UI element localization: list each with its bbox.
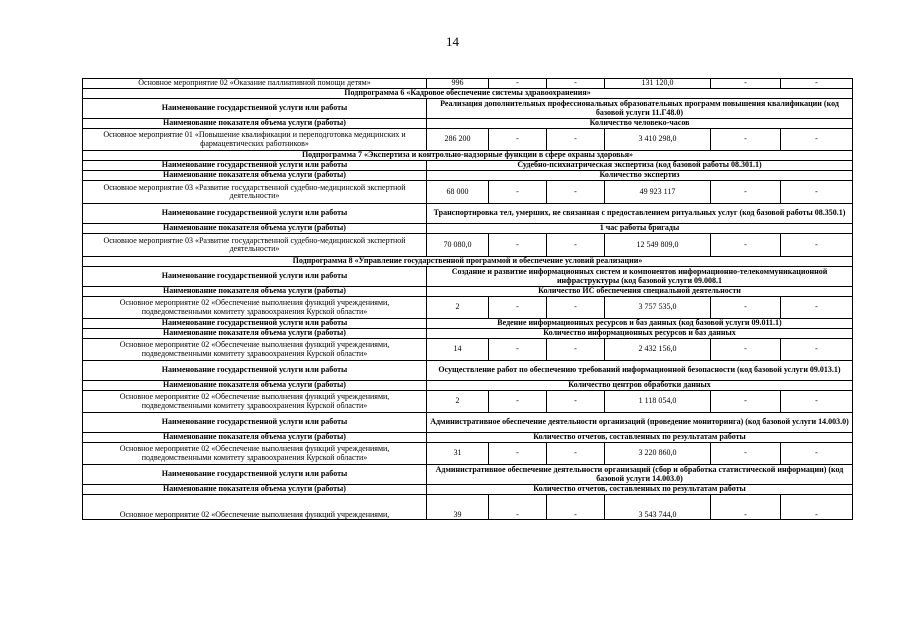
activity-v1: 39 [427, 495, 489, 520]
activity-v6: - [781, 339, 853, 361]
activity-v5: - [711, 297, 781, 319]
service-value: Реализация дополнительных профессиональных образовательных программ повышения квалификации (код базовой услуги 11.Г48.0) [427, 99, 853, 119]
activity-name: Основное мероприятие 02 «Обеспечение выполнения функций учреждениями, подведомственными комитету здравоохранения Курской области» [83, 297, 427, 319]
activity-v3: - [547, 181, 605, 204]
subprogram-row [83, 151, 853, 161]
indicator-row [83, 433, 853, 443]
activity-v6: - [781, 297, 853, 319]
activity-v1: 68 000 [427, 181, 489, 204]
service-value: Административное обеспечение деятельности организаций (сбор и обработка статистической информации) (код базовой услуги 14.003.0) [427, 465, 853, 485]
subprogram-title: Подпрограмма 8 «Управление государственной программой и обеспечение условий реализации» [83, 257, 853, 267]
indicator-value: Количество отчетов, составленных по результатам работы [427, 433, 853, 443]
activity-v4: 3 543 744,0 [605, 495, 711, 520]
activity-v1: 2 [427, 391, 489, 413]
service-row [83, 319, 853, 329]
activity-v1: 70 080,0 [427, 234, 489, 257]
activity-row [83, 339, 853, 361]
activity-name: Основное мероприятие 02 «Обеспечение выполнения функций учреждениями, [83, 495, 427, 520]
activity-v6: - [781, 181, 853, 204]
activity-v4: 49 923 117 [605, 181, 711, 204]
activity-v3: - [547, 297, 605, 319]
activity-name: Основное мероприятие 02 «Оказание паллиативной помощи детям» [83, 79, 427, 89]
activity-v4: 12 549 809,0 [605, 234, 711, 257]
activity-v6: - [781, 495, 853, 520]
subprogram-title: Подпрограмма 6 «Кадровое обеспечение системы здравоохранения» [83, 89, 853, 99]
service-row [83, 99, 853, 119]
indicator-value: Количество отчетов, составленных по результатам работы [427, 485, 853, 495]
activity-row [83, 443, 853, 465]
indicator-label: Наименование показателя объема услуги (работы) [83, 119, 427, 129]
indicator-value: Количество человеко-часов [427, 119, 853, 129]
indicator-row [83, 329, 853, 339]
activity-v2: - [489, 443, 547, 465]
service-row [83, 361, 853, 381]
service-label: Наименование государственной услуги или работы [83, 267, 427, 287]
indicator-row [83, 381, 853, 391]
indicator-label: Наименование показателя объема услуги (работы) [83, 433, 427, 443]
indicator-label: Наименование показателя объема услуги (работы) [83, 171, 427, 181]
service-row [83, 413, 853, 433]
indicator-label: Наименование показателя объема услуги (работы) [83, 485, 427, 495]
service-label: Наименование государственной услуги или работы [83, 161, 427, 171]
activity-row [83, 391, 853, 413]
activity-v5: - [711, 79, 781, 89]
indicator-row [83, 119, 853, 129]
indicator-row [83, 171, 853, 181]
service-value: Ведение информационных ресурсов и баз данных (код базовой услуги 09.011.1) [427, 319, 853, 329]
activity-v5: - [711, 443, 781, 465]
activity-v6: - [781, 79, 853, 89]
activity-v3: - [547, 79, 605, 89]
service-value: Судебно-психиатрическая экспертиза (код базовой работы 08.301.1) [427, 161, 853, 171]
activity-name: Основное мероприятие 02 «Обеспечение выполнения функций учреждениями, подведомственными комитету здравоохранения Курской области» [83, 391, 427, 413]
indicator-label: Наименование показателя объема услуги (работы) [83, 329, 427, 339]
activity-v6: - [781, 234, 853, 257]
indicator-value: Количество информационных ресурсов и баз данных [427, 329, 853, 339]
activity-v1: 996 [427, 79, 489, 89]
activity-row [83, 79, 853, 89]
activity-v4: 1 118 054,0 [605, 391, 711, 413]
activity-row [83, 297, 853, 319]
service-row [83, 465, 853, 485]
subprogram-row [83, 257, 853, 267]
activity-v1: 286 200 [427, 129, 489, 151]
activity-v4: 131 120,0 [605, 79, 711, 89]
activity-row [83, 234, 853, 257]
activity-v5: - [711, 339, 781, 361]
activity-v4: 3 220 860,0 [605, 443, 711, 465]
service-label: Наименование государственной услуги или работы [83, 465, 427, 485]
activity-v3: - [547, 339, 605, 361]
activity-row [83, 181, 853, 204]
activity-v6: - [781, 391, 853, 413]
activity-v2: - [489, 495, 547, 520]
activity-v2: - [489, 79, 547, 89]
service-label: Наименование государственной услуги или работы [83, 204, 427, 224]
subprogram-title: Подпрограмма 7 «Экспертиза и контрольно-надзорные функции в сфере охраны здоровья» [83, 151, 853, 161]
service-row [83, 204, 853, 224]
activity-v5: - [711, 129, 781, 151]
program-table [82, 78, 853, 520]
activity-v2: - [489, 297, 547, 319]
indicator-label: Наименование показателя объема услуги (работы) [83, 224, 427, 234]
activity-v2: - [489, 234, 547, 257]
activity-name: Основное мероприятие 01 «Повышение квалификации и переподготовка медицинских и фармацевтических работников» [83, 129, 427, 151]
activity-row [83, 129, 853, 151]
activity-name: Основное мероприятие 03 «Развитие государственной судебно-медицинской экспертной деятельности» [83, 181, 427, 204]
activity-v3: - [547, 234, 605, 257]
service-label: Наименование государственной услуги или работы [83, 413, 427, 433]
activity-name: Основное мероприятие 03 «Развитие государственной судебно-медицинской экспертной деятельности» [83, 234, 427, 257]
indicator-label: Наименование показателя объема услуги (работы) [83, 381, 427, 391]
indicator-value: Количество центров обработки данных [427, 381, 853, 391]
activity-v5: - [711, 181, 781, 204]
activity-v2: - [489, 391, 547, 413]
activity-v3: - [547, 391, 605, 413]
activity-name: Основное мероприятие 02 «Обеспечение выполнения функций учреждениями, подведомственными комитету здравоохранения Курской области» [83, 443, 427, 465]
indicator-value: Количество ИС обеспечения специальной деятельности [427, 287, 853, 297]
activity-v1: 14 [427, 339, 489, 361]
activity-v5: - [711, 234, 781, 257]
activity-v5: - [711, 495, 781, 520]
indicator-label: Наименование показателя объема услуги (работы) [83, 287, 427, 297]
activity-v4: 2 432 156,0 [605, 339, 711, 361]
service-row [83, 267, 853, 287]
indicator-value: 1 час работы бригады [427, 224, 853, 234]
activity-v3: - [547, 443, 605, 465]
activity-v4: 3 757 535,0 [605, 297, 711, 319]
activity-name: Основное мероприятие 02 «Обеспечение выполнения функций учреждениями, подведомственными комитету здравоохранения Курской области» [83, 339, 427, 361]
activity-v6: - [781, 129, 853, 151]
indicator-row [83, 287, 853, 297]
service-value: Административное обеспечение деятельности организаций (проведение мониторинга) (код базовой услуги 14.003.0) [427, 413, 853, 433]
service-label: Наименование государственной услуги или работы [83, 99, 427, 119]
page-number: 14 [446, 34, 459, 49]
service-row [83, 161, 853, 171]
activity-v2: - [489, 181, 547, 204]
service-value: Осуществление работ по обеспечению требований информационной безопасности (код базовой услуги 09.013.1) [427, 361, 853, 381]
activity-v2: - [489, 129, 547, 151]
activity-v1: 2 [427, 297, 489, 319]
service-label: Наименование государственной услуги или работы [83, 361, 427, 381]
indicator-row [83, 224, 853, 234]
activity-v5: - [711, 391, 781, 413]
activity-v3: - [547, 495, 605, 520]
indicator-value: Количество экспертиз [427, 171, 853, 181]
activity-v6: - [781, 443, 853, 465]
activity-v2: - [489, 339, 547, 361]
activity-row [83, 495, 853, 520]
service-label: Наименование государственной услуги или работы [83, 319, 427, 329]
indicator-row [83, 485, 853, 495]
subprogram-row [83, 89, 853, 99]
service-value: Транспортировка тел, умерших, не связанная с предоставлением ритуальных услуг (код базовой работы 08.350.1) [427, 204, 853, 224]
activity-v4: 3 410 298,0 [605, 129, 711, 151]
activity-v1: 31 [427, 443, 489, 465]
activity-v3: - [547, 129, 605, 151]
service-value: Создание и развитие информационных систем и компонентов информационно-телекоммуникационной инфраструктуры (код базовой услуги 09.008.1 [427, 267, 853, 287]
